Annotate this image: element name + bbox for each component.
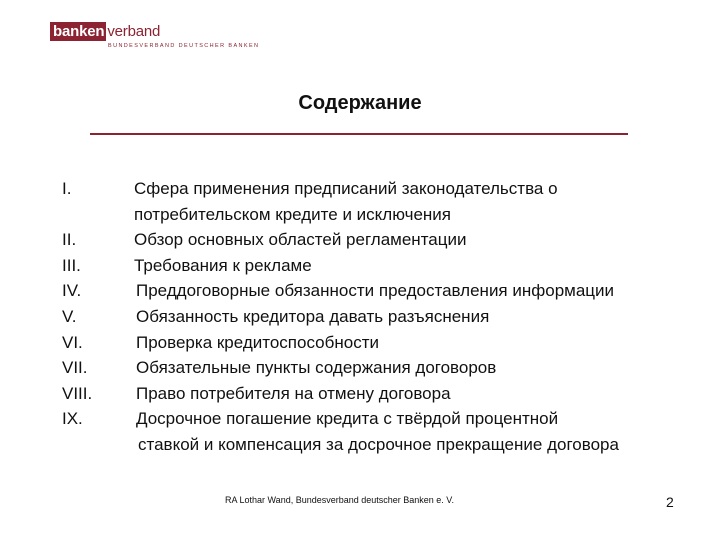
toc-item-text: Преддоговорные обязанности предоставления информации — [136, 281, 615, 301]
toc-item-number: VII. — [62, 358, 88, 378]
logo-subtitle: BUNDESVERBAND DEUTSCHER BANKEN — [108, 43, 260, 49]
toc-item — [62, 278, 712, 304]
toc-item-number: III. — [62, 255, 81, 275]
toc-item-number: IX. — [62, 409, 83, 429]
footer-text: RA Lothar Wand, Bundesverband deutscher Banken e. V. — [225, 495, 454, 505]
toc-item-number: VI. — [62, 332, 83, 352]
page-title: Содержание — [298, 92, 422, 114]
toc-item — [62, 355, 712, 381]
toc-item-text: Обязательные пункты содержания договоров — [136, 358, 497, 378]
toc-item — [62, 330, 712, 356]
bankenverband-logo — [50, 22, 270, 52]
toc-item-number: IV. — [62, 281, 82, 301]
toc-item — [62, 227, 712, 253]
toc-item — [62, 381, 712, 407]
toc-item-text: потребительском кредите и исключения — [134, 204, 451, 224]
toc-item-number: VIII. — [62, 383, 93, 403]
toc-item-text: Сфера применения предписаний законодательства о — [134, 179, 558, 198]
toc-item-text: Проверка кредитоспособности — [136, 332, 379, 352]
toc-item — [62, 253, 712, 279]
toc-item-number: V. — [62, 306, 77, 326]
toc-item-number: II. — [62, 230, 77, 250]
toc-item — [62, 176, 712, 227]
logo-box-text: banken — [50, 22, 106, 41]
page-number: 2 — [666, 494, 674, 510]
toc-item-text: Обзор основных областей регламентации — [134, 230, 467, 250]
toc-item-text: ставкой и компенсация за досрочное прекращение договора — [138, 434, 619, 454]
toc-item-text: Право потребителя на отмену договора — [136, 383, 451, 403]
title-divider — [90, 133, 628, 135]
toc-item-number: I. — [62, 179, 72, 198]
table-of-contents — [62, 176, 712, 458]
toc-item — [62, 304, 712, 330]
logo-wordmark — [50, 22, 160, 41]
toc-item-text: Обязанность кредитора давать разъяснения — [136, 306, 490, 326]
toc-item-text: Досрочное погашение кредита с твёрдой процентной — [136, 409, 559, 429]
toc-item-text: Требования к рекламе — [134, 255, 312, 275]
toc-item — [62, 406, 712, 457]
logo-rest-text: verband — [107, 23, 161, 40]
